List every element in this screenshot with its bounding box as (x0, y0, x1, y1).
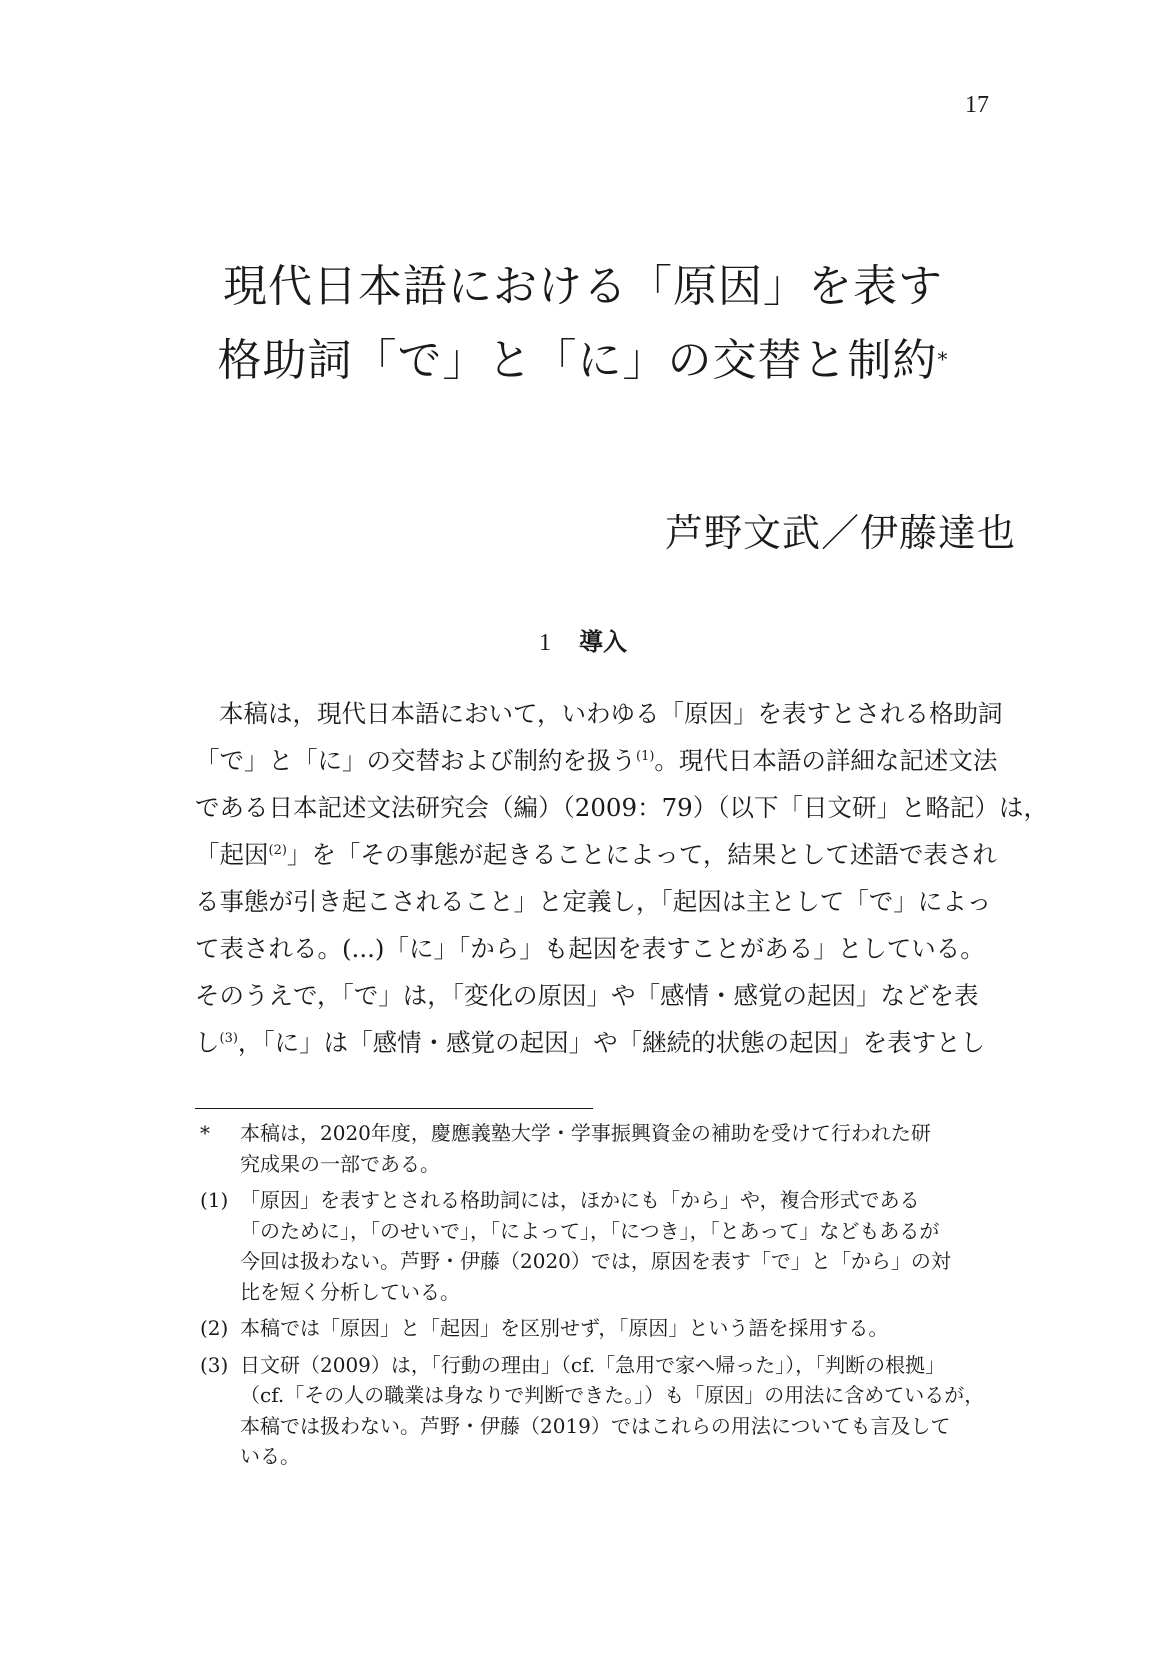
body-line-segment: 」を「その事態が起きることによって，結果として述語で表され (286, 840, 997, 869)
body-line: 本稿は，現代日本語において，いわゆる「原因」を表すとされる格助詞 (219, 699, 1003, 728)
footnote-1 (200, 1185, 1030, 1307)
body-text (195, 690, 1049, 1066)
body-line (195, 737, 1015, 784)
footnote-divider (195, 1108, 593, 1109)
footnote-line: 「原因」を表すとされる格助詞には，ほかにも「から」や，複合形式である (240, 1188, 920, 1212)
footnote-mark: (1) (200, 1188, 229, 1212)
footnote-star (200, 1118, 1030, 1179)
footnote-mark: (2) (200, 1316, 229, 1340)
body-line-segment: 「起因 (195, 840, 269, 869)
body-line (195, 1019, 1015, 1066)
footnote-line: 「のために」，「のせいで」，「によって」，「につき」，「とあって」などもあるが (240, 1218, 940, 1243)
title-line-1: 現代日本語における「原因」を表す (223, 261, 943, 312)
section-heading (0, 622, 1166, 657)
body-line-segment: し (195, 1028, 220, 1057)
title-line-2 (150, 324, 1016, 398)
body-line-segment: ，「に」は「感情・感覚の起因」や「継続的状態の起因」を表すとし (237, 1028, 986, 1057)
body-line: そのうえで，「で」は，「変化の原因」や「感情・感覚の起因」などを表 (195, 981, 979, 1010)
footnote-line: （cf.「その人の職業は身なりで判断できた。」）も「原因」の用法に含めているが， (240, 1383, 985, 1407)
section-number: 1 (539, 630, 551, 656)
footnotes (200, 1118, 1030, 1478)
footnote-line: 本稿では扱わない。芦野・伊藤（2019）ではこれらの用法についても言及して (240, 1413, 951, 1438)
article-title (150, 250, 1016, 398)
footnote-mark: (3) (200, 1352, 229, 1377)
footnote-ref-3: (3) (219, 1031, 238, 1046)
footnote-line: 本稿は，2020年度，慶應義塾大学・学事振興資金の補助を受けて行われた研 (240, 1121, 931, 1145)
body-line: て表される。(...)「に」「から」も起因を表すことがある」としている。 (195, 934, 985, 963)
footnote-ref-2: (2) (268, 843, 287, 858)
section-title: 導入 (579, 628, 627, 656)
footnote-3 (200, 1350, 1030, 1472)
footnote-line: いる。 (240, 1444, 300, 1468)
body-line (195, 831, 1015, 878)
footnote-line: 日文研（2009）は，「行動の理由」（cf.「急用で家へ帰った」），「判断の根拠」 (240, 1352, 946, 1377)
footnote-ref-1: (1) (636, 749, 655, 764)
footnote-mark: * (200, 1121, 210, 1145)
footnote-2 (200, 1313, 1030, 1344)
footnote-line: 本稿では「原因」と「起因」を区別せず，「原因」という語を採用する。 (240, 1316, 889, 1340)
body-line: である日本記述文法研究会（編）（2009：79）（以下「日文研」と略記）は， (195, 793, 1049, 822)
page-number: 17 (965, 92, 989, 118)
body-line: る事態が引き起こされること」と定義し，「起因は主として「で」によっ (195, 887, 992, 916)
title-footnote-mark: * (937, 347, 949, 371)
footnote-line: 究成果の一部である。 (240, 1151, 440, 1176)
footnote-line: 今回は扱わない。芦野・伊藤（2020）では，原因を表す「で」と「から」の対 (240, 1249, 951, 1273)
title-line-2-text: 格助詞「で」と「に」の交替と制約 (217, 335, 938, 386)
body-line-segment: 「で」と「に」の交替および制約を扱う (195, 746, 636, 775)
body-line-segment: 。現代日本語の詳細な記述文法 (654, 746, 998, 775)
footnote-line: 比を短く分析している。 (240, 1279, 460, 1304)
authors: 芦野文武／伊藤達也 (664, 511, 1016, 555)
